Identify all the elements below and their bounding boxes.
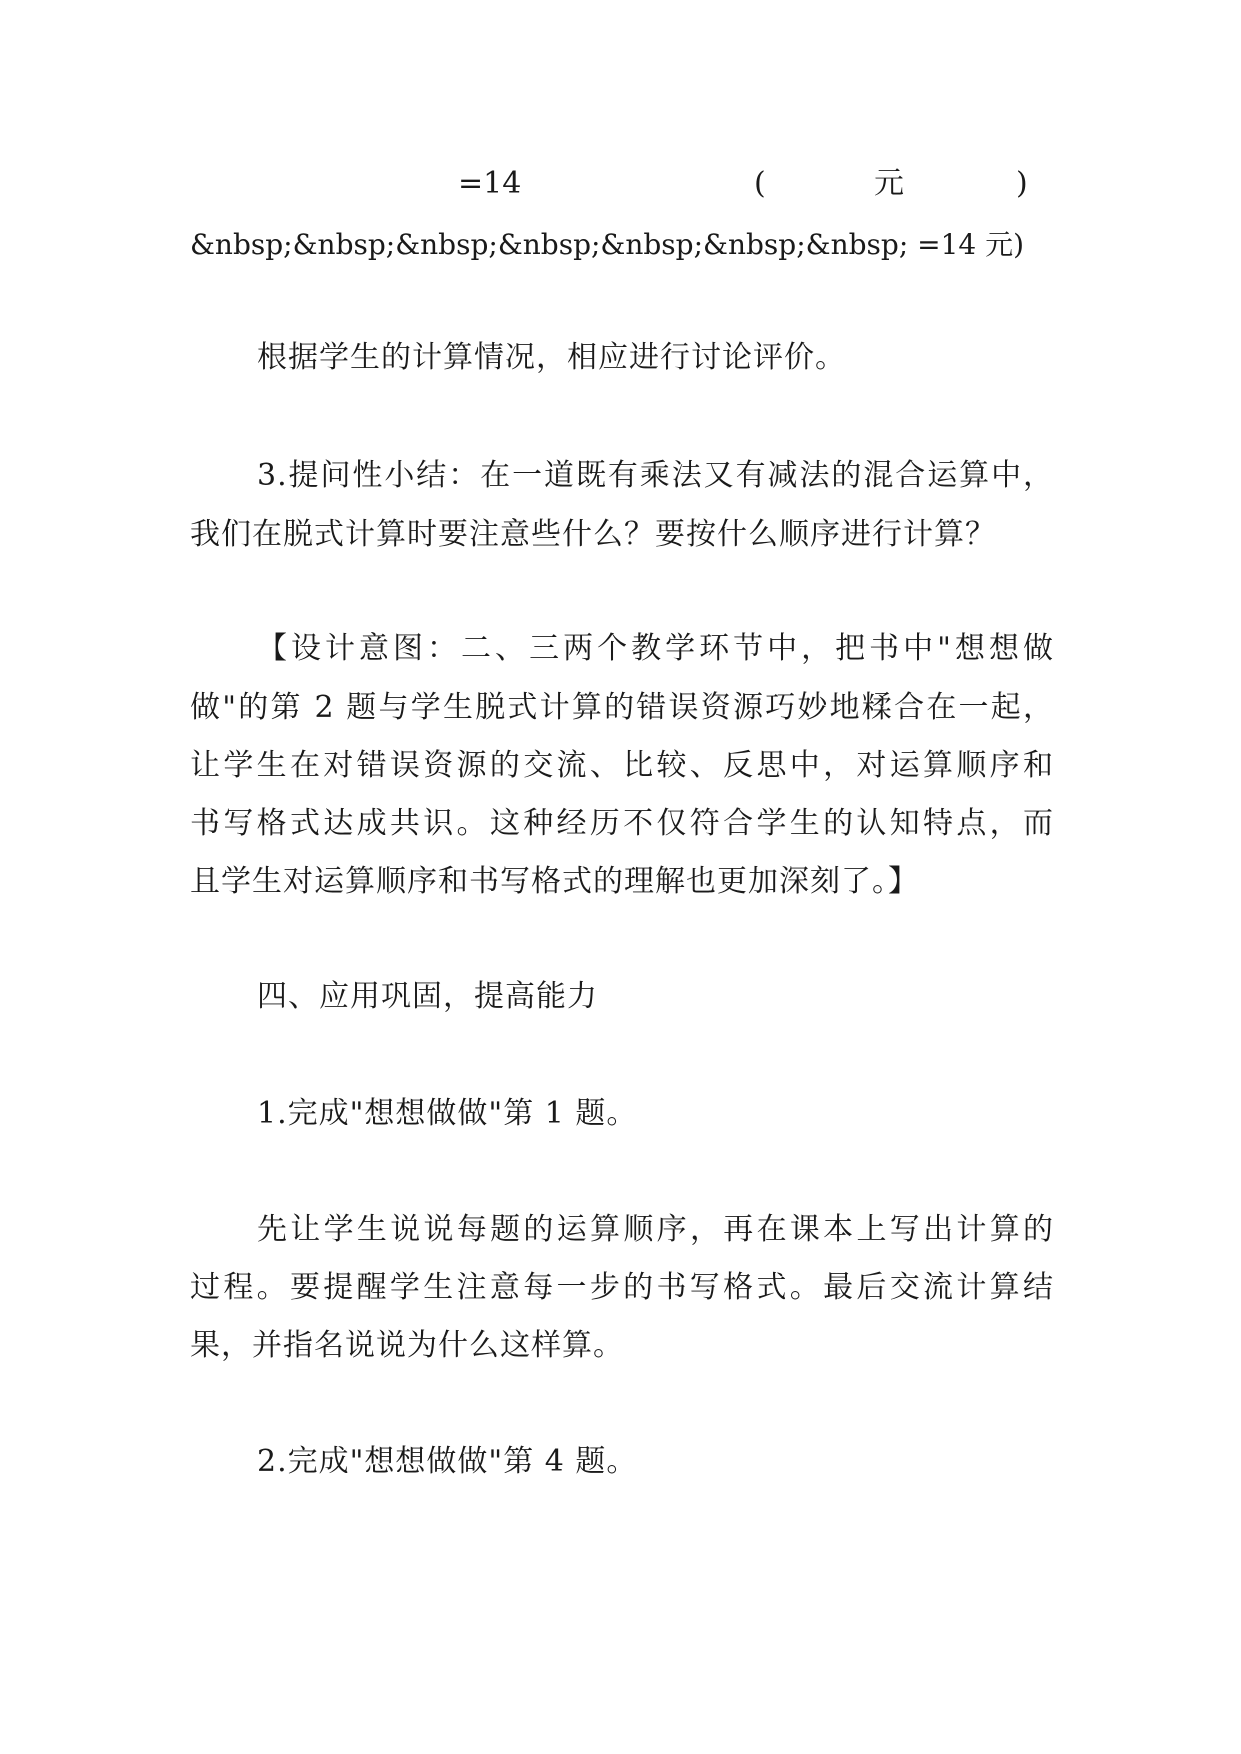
paragraph-line: 1.完成"想想做做"第 1 题。 xyxy=(257,1096,638,1131)
paragraph-line: 2.完成"想想做做"第 4 题。 xyxy=(257,1444,638,1479)
paragraph-line: 【设计意图：二、三两个教学环节中，把书中"想想做 xyxy=(257,631,1054,666)
nbsp-artifact-line: &nbsp;&nbsp;&nbsp;&nbsp;&nbsp;&nbsp;&nbsp; =14 元) xyxy=(190,228,1025,261)
equation-close-paren: ) xyxy=(1016,166,1028,201)
paragraph-line: 3.提问性小结：在一道既有乘法又有减法的混合运算中， xyxy=(257,458,1054,493)
paragraph-line: 书写格式达成共识。这种经历不仅符合学生的认知特点，而 xyxy=(190,806,1054,841)
equation-open-paren: ( xyxy=(754,166,766,201)
equation-value: =14 xyxy=(458,166,522,201)
paragraph-line: 我们在脱式计算时要注意些什么？要按什么顺序进行计算？ xyxy=(190,517,996,552)
equation-unit: 元 xyxy=(874,166,904,201)
paragraph-line: 先让学生说说每题的运算顺序，再在课本上写出计算的 xyxy=(257,1212,1054,1247)
paragraph-line: 过程。要提醒学生注意每一步的书写格式。最后交流计算结 xyxy=(190,1270,1054,1305)
paragraph-line: 果，并指名说说为什么这样算。 xyxy=(190,1328,624,1363)
section-heading: 四、应用巩固，提高能力 xyxy=(257,979,598,1014)
paragraph-line: 让学生在对错误资源的交流、比较、反思中，对运算顺序和 xyxy=(190,748,1054,783)
paragraph-line: 根据学生的计算情况，相应进行讨论评价。 xyxy=(257,340,846,375)
paragraph-line: 做"的第 2 题与学生脱式计算的错误资源巧妙地糅合在一起， xyxy=(190,690,1054,725)
paragraph-line: 且学生对运算顺序和书写格式的理解也更加深刻了。】 xyxy=(190,864,919,899)
